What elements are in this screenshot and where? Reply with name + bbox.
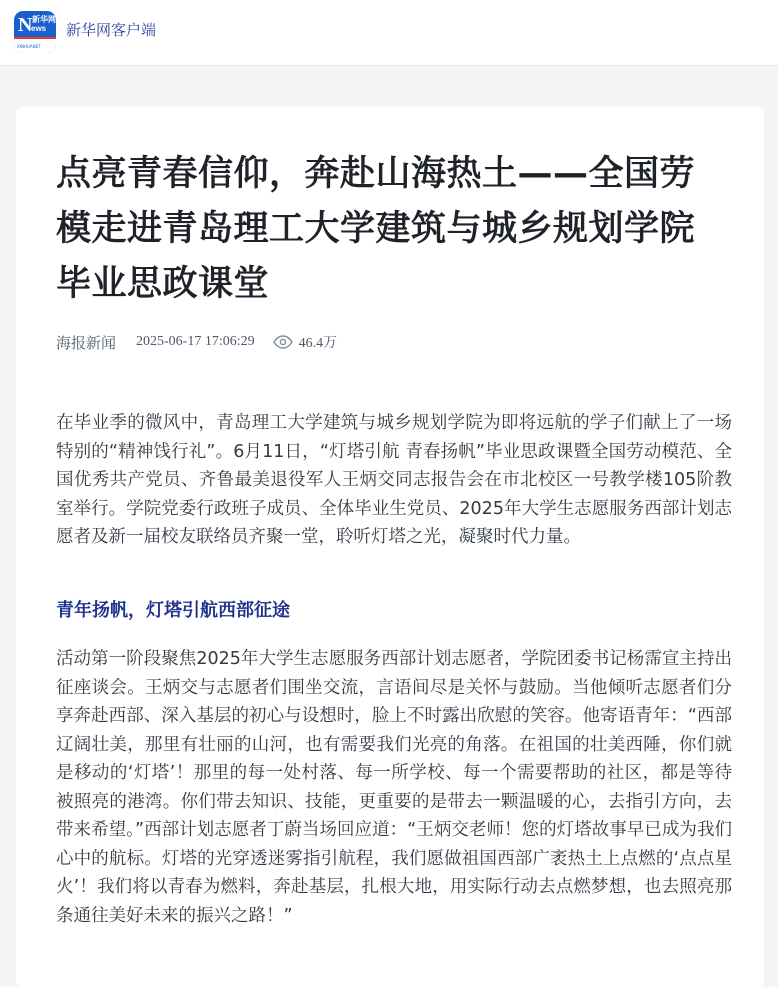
app-name-link[interactable]: 新华网客户端 xyxy=(66,21,157,39)
logo-tag: XINHUANET xyxy=(17,44,41,49)
publish-datetime: 2025-06-17 17:06:29 xyxy=(136,334,255,349)
article-meta xyxy=(56,330,337,354)
logo-cn-text: 新华网 xyxy=(32,15,56,24)
article-source[interactable]: 海报新闻 xyxy=(56,333,117,352)
article-paragraph-1: 在毕业季的微风中，青岛理工大学建筑与城乡规划学院为即将远航的学子们献上了一场特别的“精神饯行礼”。6月11日，“灯塔引航 青春扬帆”毕业思政课暨全国劳动模范、全国优秀共产党员、齐鲁最美退役军人王炳交同志报告会在市北校区一号教学楼105阶教室举行。学院党委行政班子成员、全体毕业生党员、2025年大学生志愿服务西部计划志愿者及新一届校友联络员齐聚一堂，聆听灯塔之光，凝聚时代力量。 xyxy=(56,413,732,547)
xinhua-news-logo[interactable] xyxy=(14,11,56,53)
view-count: 46.4万 xyxy=(298,336,338,351)
article-title: 点亮青春信仰，奔赴山海热土——全国劳模走进青岛理工大学建筑与城乡规划学院毕业思政课堂 xyxy=(56,154,696,304)
article-paragraph-2: 活动第一阶段聚焦2025年大学生志愿服务西部计划志愿者，学院团委书记杨霈宣主持出征座谈会。王炳交与志愿者们围坐交流，言语间尽是关怀与鼓励。当他倾听志愿者们分享奔赴西部、深入基层的初心与设想时，脸上不时露出欣慰的笑容。他寄语青年：“西部辽阔壮美，那里有壮丽的山河，也有需要我们光亮的角落。在祖国的壮美西陲，你们就是移动的‘灯塔’！那里的每一处村落、每一所学校、每一个需要帮助的社区，都是等待被照亮的港湾。你们带去知识、技能，更重要的是带去一颗温暖的心，去指引方向，去带来希望。”西部计划志愿者丁蔚当场回应道：“王炳交老师！您的灯塔故事早已成为我们心中的航标。灯塔的光穿透迷雾指引航程，我们愿做祖国西部广袤热土上点燃的‘点点星火’！我们将以青春为燃料，奔赴基层，扎根大地，用实际行动去点燃梦想，也去照亮那条通往美好未来的振兴之路！” xyxy=(56,649,732,926)
article-card xyxy=(16,107,764,987)
eye-icon xyxy=(273,335,293,349)
logo-letter: N xyxy=(18,14,33,36)
article-subheading: 青年扬帆，灯塔引航西部征途 xyxy=(56,600,290,621)
logo-ews-text: ews xyxy=(31,24,47,33)
app-header xyxy=(0,0,778,66)
